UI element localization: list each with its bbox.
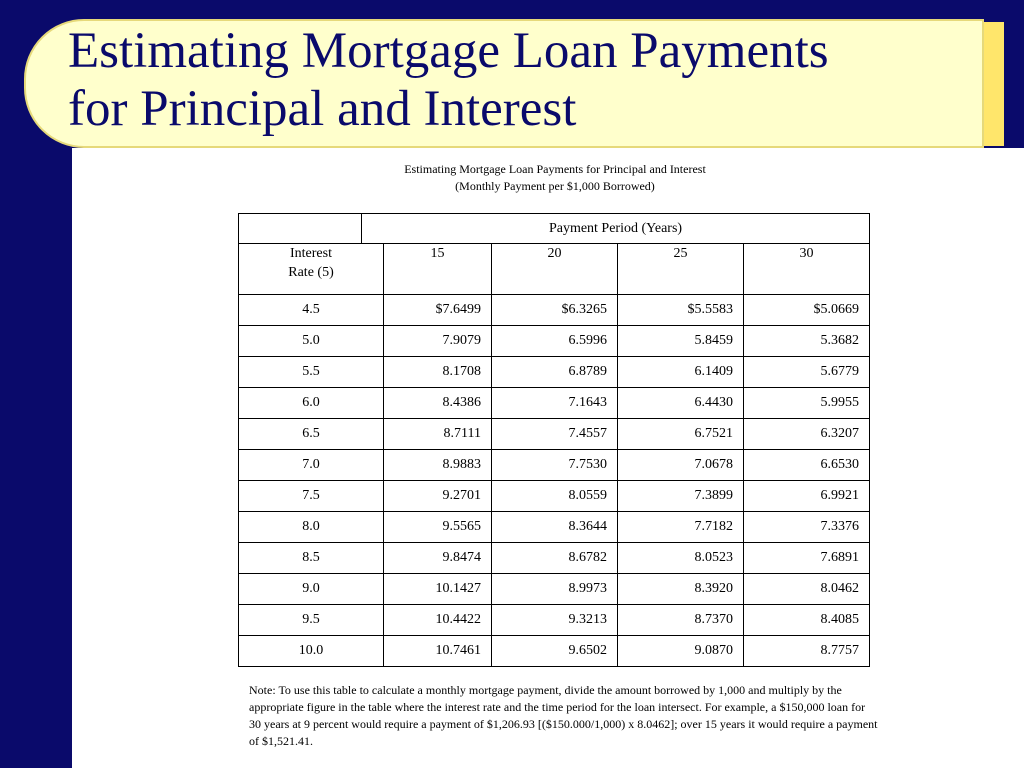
payment-value-cell: 7.1643 [492, 388, 618, 419]
accent-bar [984, 22, 1004, 146]
payment-value-cell: 10.1427 [384, 574, 492, 605]
interest-rate-header [239, 244, 384, 295]
payment-value-cell: 8.0559 [492, 481, 618, 512]
payment-value-cell: 7.7530 [492, 450, 618, 481]
interest-rate-cell: 9.0 [239, 574, 384, 605]
table-column-header-row [239, 244, 870, 295]
rate-header-line-2: Rate (5) [288, 265, 334, 280]
title-line-1: Estimating Mortgage Loan Payments [68, 23, 829, 79]
right-band [1006, 0, 1024, 160]
interest-rate-cell: 4.5 [239, 295, 384, 326]
interest-rate-cell: 6.0 [239, 388, 384, 419]
table-row [239, 574, 870, 605]
table-row [239, 605, 870, 636]
payment-value-cell: 5.3682 [744, 326, 870, 357]
payment-value-cell: $5.0669 [744, 295, 870, 326]
table-caption [330, 161, 780, 195]
payment-value-cell: 10.4422 [384, 605, 492, 636]
payment-value-cell: 7.4557 [492, 419, 618, 450]
interest-rate-cell: 5.0 [239, 326, 384, 357]
payment-value-cell: 5.9955 [744, 388, 870, 419]
interest-rate-cell: 9.5 [239, 605, 384, 636]
payment-value-cell: 8.4085 [744, 605, 870, 636]
payment-value-cell: 8.9883 [384, 450, 492, 481]
payment-value-cell: 7.9079 [384, 326, 492, 357]
title-line-2: for Principal and Interest [68, 81, 577, 137]
payment-value-cell: 9.3213 [492, 605, 618, 636]
payment-value-cell: 8.3920 [618, 574, 744, 605]
table-row [239, 450, 870, 481]
payment-value-cell: 6.5996 [492, 326, 618, 357]
table-row [239, 543, 870, 574]
table-row [239, 295, 870, 326]
table-row [239, 326, 870, 357]
payment-value-cell: 5.8459 [618, 326, 744, 357]
table-group-header-row [239, 214, 870, 244]
payment-value-cell: 8.1708 [384, 357, 492, 388]
payment-value-cell: 7.0678 [618, 450, 744, 481]
payment-value-cell: 8.0523 [618, 543, 744, 574]
payment-value-cell: 9.8474 [384, 543, 492, 574]
payment-value-cell: 7.3376 [744, 512, 870, 543]
payment-value-cell: 6.9921 [744, 481, 870, 512]
slide-title [68, 22, 829, 138]
payment-value-cell: 6.7521 [618, 419, 744, 450]
table-row [239, 512, 870, 543]
empty-corner-cell [239, 214, 362, 244]
payment-value-cell: 8.7370 [618, 605, 744, 636]
payment-value-cell: 8.7757 [744, 636, 870, 667]
payment-value-cell: 8.6782 [492, 543, 618, 574]
interest-rate-cell: 5.5 [239, 357, 384, 388]
payment-value-cell: 7.6891 [744, 543, 870, 574]
payment-value-cell: 5.6779 [744, 357, 870, 388]
payment-value-cell: 8.3644 [492, 512, 618, 543]
payment-value-cell: 9.6502 [492, 636, 618, 667]
payment-value-cell: 10.7461 [384, 636, 492, 667]
payment-value-cell: 7.7182 [618, 512, 744, 543]
period-header: 25 [618, 244, 744, 295]
interest-rate-cell: 10.0 [239, 636, 384, 667]
payment-value-cell: 7.3899 [618, 481, 744, 512]
interest-rate-cell: 8.5 [239, 543, 384, 574]
period-header: 30 [744, 244, 870, 295]
payment-value-cell: $5.5583 [618, 295, 744, 326]
interest-rate-cell: 8.0 [239, 512, 384, 543]
payment-table [238, 213, 870, 667]
table-row [239, 636, 870, 667]
period-header: 20 [492, 244, 618, 295]
payment-value-cell: 8.4386 [384, 388, 492, 419]
payment-value-cell: 6.4430 [618, 388, 744, 419]
interest-rate-cell: 7.0 [239, 450, 384, 481]
payment-value-cell: 6.1409 [618, 357, 744, 388]
table-row [239, 357, 870, 388]
interest-rate-cell: 7.5 [239, 481, 384, 512]
payment-value-cell: 6.3207 [744, 419, 870, 450]
payment-value-cell: 9.0870 [618, 636, 744, 667]
payment-value-cell: 6.8789 [492, 357, 618, 388]
payment-value-cell: 9.2701 [384, 481, 492, 512]
rate-header-line-1: Interest [290, 246, 332, 261]
table-row [239, 419, 870, 450]
payment-value-cell: 8.7111 [384, 419, 492, 450]
payment-value-cell: $7.6499 [384, 295, 492, 326]
payment-value-cell: 9.5565 [384, 512, 492, 543]
payment-value-cell: $6.3265 [492, 295, 618, 326]
interest-rate-cell: 6.5 [239, 419, 384, 450]
payment-value-cell: 6.6530 [744, 450, 870, 481]
payment-period-header: Payment Period (Years) [362, 214, 870, 244]
period-header: 15 [384, 244, 492, 295]
table-row [239, 388, 870, 419]
caption-line-1: Estimating Mortgage Loan Payments for Principal and Interest [404, 162, 706, 176]
table-note: Note: To use this table to calculate a monthly mortgage payment, divide the amount borrowed by 1,000 and multiply by the appropriate figure in the table where the interest rate and the time period for the loan intersect. For example, a $150,000 loan for 30 years at 9 percent would require a payment of $1,206.93 [($150.000/1,000) x 8.0462]; over 15 years it would require a payment of $1,521.41. [249, 683, 878, 748]
caption-line-2: (Monthly Payment per $1,000 Borrowed) [455, 179, 655, 193]
payment-value-cell: 8.0462 [744, 574, 870, 605]
table-row [239, 481, 870, 512]
payment-value-cell: 8.9973 [492, 574, 618, 605]
